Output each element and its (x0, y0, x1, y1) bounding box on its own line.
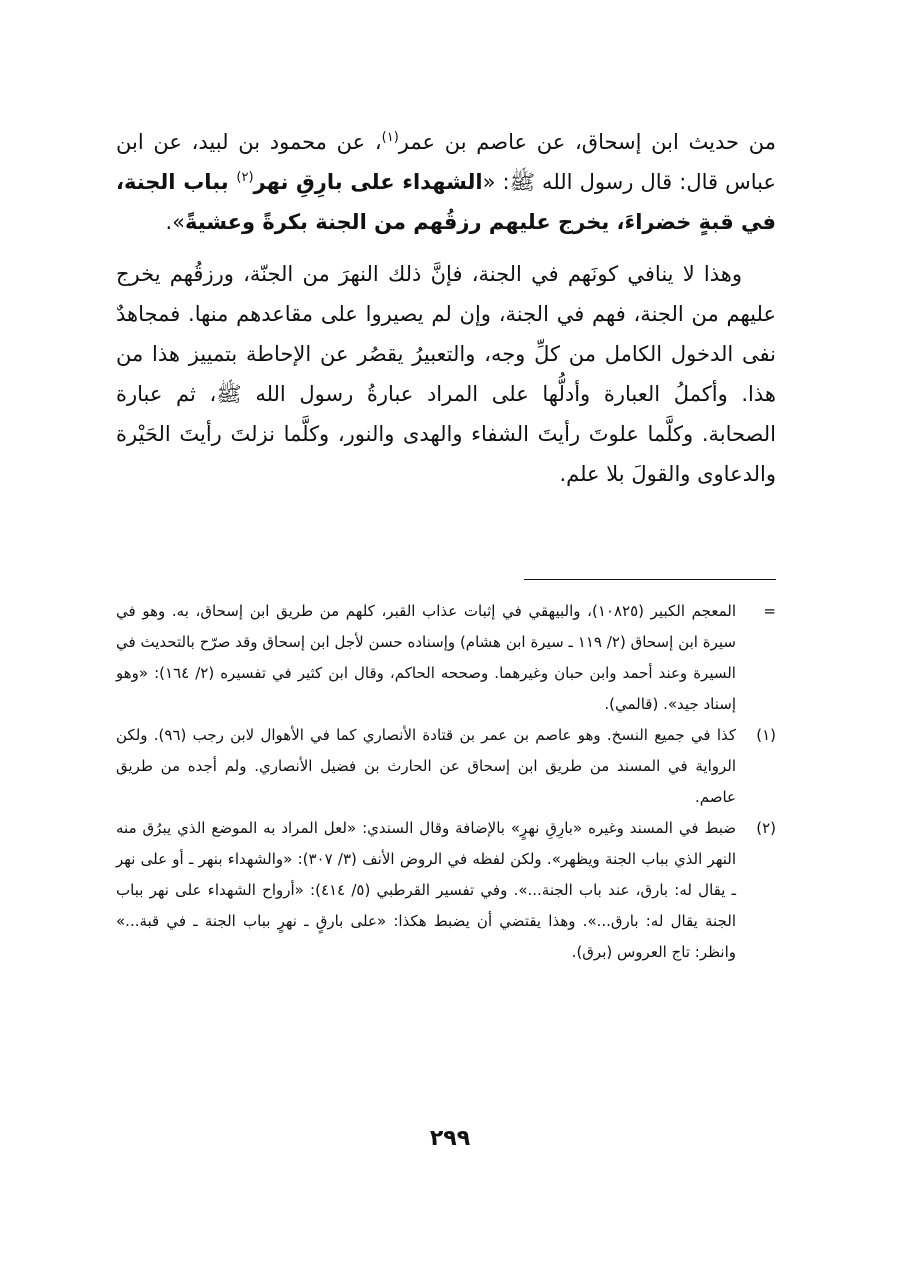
footnote-ref-2: (٢) (236, 170, 254, 185)
paragraph-2: وهذا لا ينافي كونَهم في الجنة، فإنَّ ذلك النهرَ من الجنّة، ورزقُهم يخرج عليهم من الجنة، فهم في الجنة، وإن لم يصيروا على مقاعدهم منها. فمجاهدٌ نفى الدخول الكامل من كلِّ وجه، والتعبيرُ يقصُر عن الإحاطة بتمييز هذا من هذا. وأكملُ العبارة وأدلُّها على المراد عبارةُ رسول الله ﷺ، ثم عبارة الصحابة. وكلَّما علوتَ رأيتَ الشفاء والهدى والنور، وكلَّما نزلتَ رأيتَ الحَيْرة والدعاوى والقولَ بلا علم. (116, 262, 776, 486)
footnote-text: كذا في جميع النسخ. وهو عاصم بن عمر بن قتادة الأنصاري كما في الأهوال لابن رجب (٩٦). ولكن الرواية في المسند من طريق ابن إسحاق عن الحارث بن فضيل الأنصاري. ولم أجده من طريق عاصم. (116, 726, 737, 806)
footnote-mark: (٢) (756, 819, 776, 837)
hadith-quote-b: بباب الجنة، في قبةٍ خضراءَ، يخرج عليهم رزقُهم من الجنة بكرةً وعشيةً (116, 170, 776, 234)
paragraph-1-text-c: ». (165, 210, 185, 234)
paragraph-1-text-b: ، عن محمود بن لبيد، عن ابن عباس قال: قال رسول الله ﷺ: « (116, 130, 776, 194)
footnote-ref-1: (١) (381, 130, 399, 145)
footnote-mark: (١) (756, 726, 776, 744)
paragraph-1 (116, 122, 776, 242)
footnote-continued (116, 596, 776, 720)
footnote-2 (116, 813, 776, 968)
footnote-text: المعجم الكبير (١٠٨٢٥)، والبيهقي في إثبات عذاب القبر، كلهم من طريق ابن إسحاق، به. وهو في سيرة ابن إسحاق (٢/ ١١٩ ـ سيرة ابن هشام) وإسناده حسن لأجل ابن إسحاق وقد صرّح بالتحديث في السيرة وعند أحمد وابن حبان وغيرهما. وصححه الحاكم، وقال ابن كثير في تفسيره (٢/ ١٦٤): «وهو إسناد جيد». (قالمي). (116, 602, 737, 713)
footnote-divider (524, 579, 776, 580)
hadith-quote-a: الشهداء على بارِقِ نهر (253, 170, 483, 194)
footnotes (116, 596, 776, 968)
paragraph-1-text-a: من حديث ابن إسحاق، عن عاصم بن عمر (398, 130, 776, 154)
footnote-text: ضبط في المسند وغيره «بارِقِ نهرٍ» بالإضافة وقال السندي: «لعل المراد به الموضع الذي يبرُق منه النهر الذي بباب الجنة ويظهر». ولكن لفظه في الروض الأنف (٣/ ٣٠٧): «والشهداء بنهر ـ أو على نهر ـ يقال له: بارق، عند باب الجنة...». وفي تفسير القرطبي (٥/ ٤١٤): «أرواح الشهداء على نهر بباب الجنة يقال له: بارق...». وهذا يقتضي أن يضبط هكذا: «على بارقٍ ـ نهرٍ بباب الجنة ـ في قبة...» وانظر: تاج العروس (برق). (116, 819, 737, 961)
footnote-1 (116, 720, 776, 813)
page-number: ٢٩٩ (429, 1126, 471, 1151)
main-text (116, 122, 776, 494)
footnote-mark: = (763, 602, 776, 620)
